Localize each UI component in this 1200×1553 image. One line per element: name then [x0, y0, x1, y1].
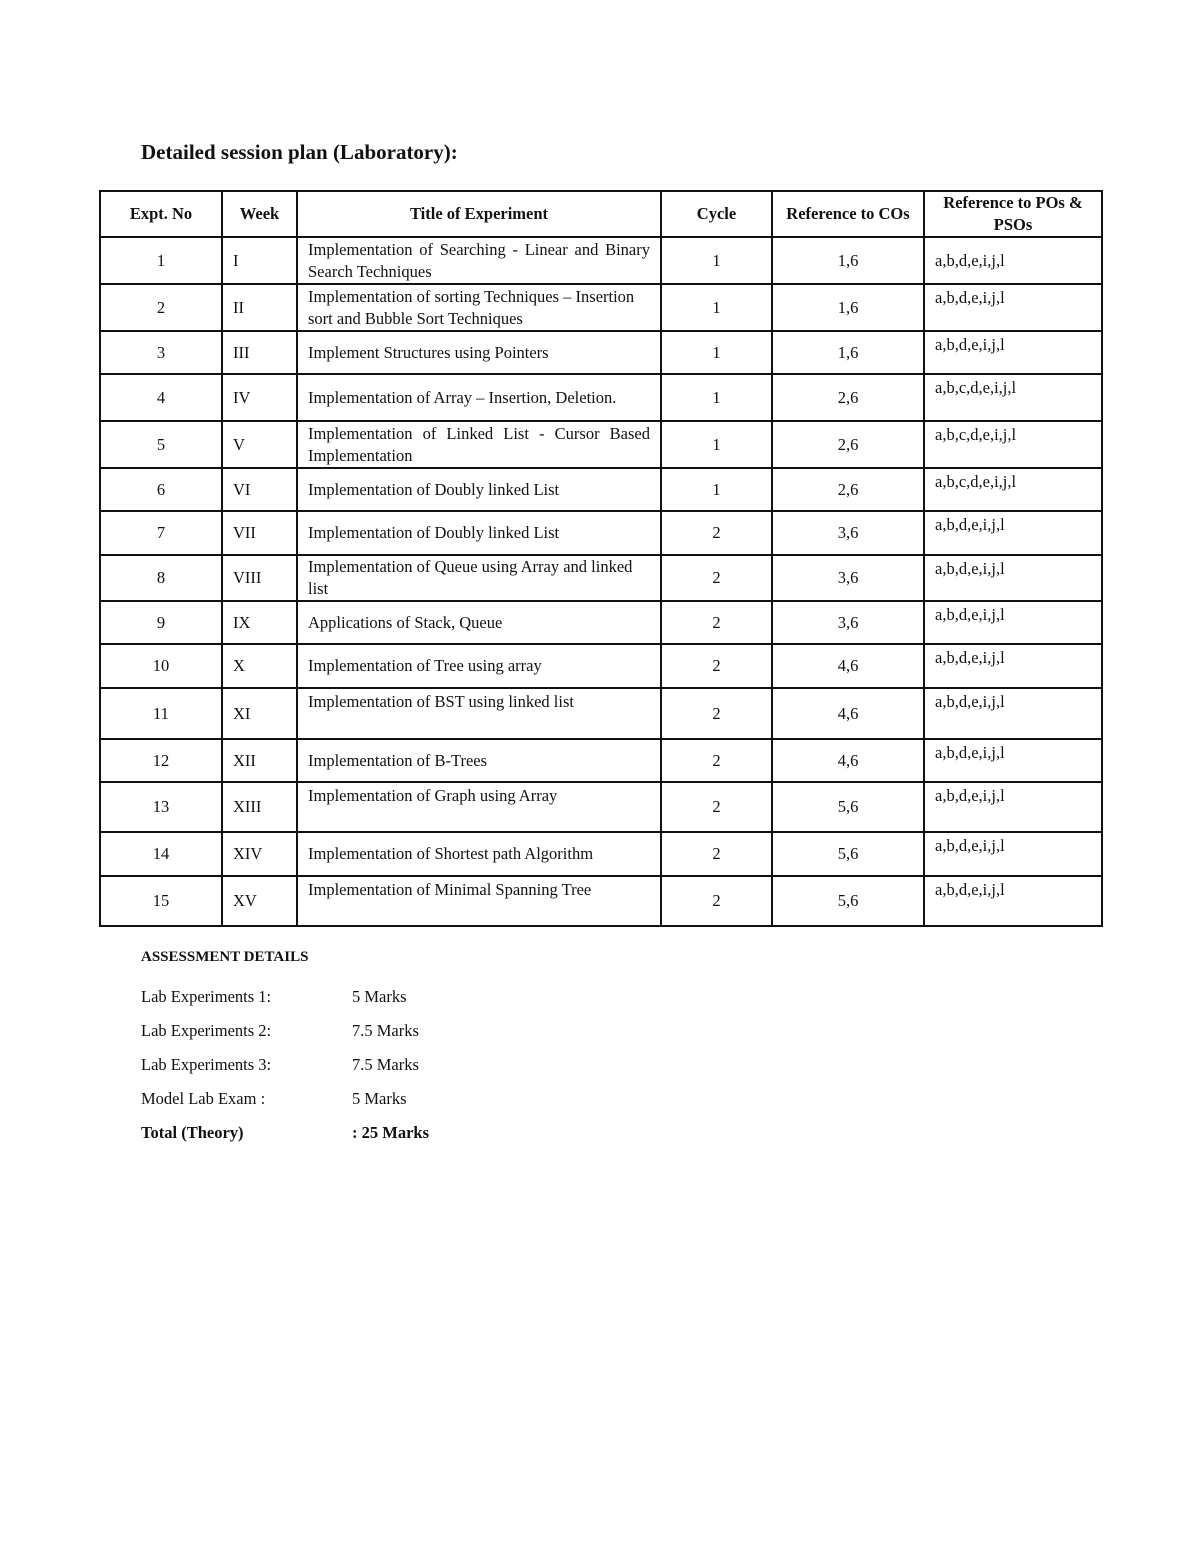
cell-title: Implementation of Searching - Linear and Binary Search Techniques [297, 237, 661, 284]
cell-ref-pos: a,b,d,e,i,j,l [924, 644, 1102, 688]
cell-title: Implementation of Linked List - Cursor Based Implementation [297, 421, 661, 468]
assessment-total [141, 1116, 429, 1150]
cell-cycle: 2 [661, 876, 772, 926]
header-cycle: Cycle [661, 191, 772, 237]
table-row [100, 555, 1102, 601]
cell-expt-no: 11 [100, 688, 222, 739]
page-title: Detailed session plan (Laboratory): [141, 140, 458, 164]
cell-expt-no: 8 [100, 555, 222, 601]
cell-title: Implementation of sorting Techniques – Insertion sort and Bubble Sort Techniques [297, 284, 661, 331]
cell-title: Implementation of Minimal Spanning Tree [297, 876, 661, 926]
cell-ref-cos: 1,6 [772, 237, 924, 284]
header-expt-no: Expt. No [100, 191, 222, 237]
table-header-row [100, 191, 1102, 237]
cell-title: Implementation of Queue using Array and linked list [297, 555, 661, 601]
cell-ref-pos: a,b,d,e,i,j,l [924, 331, 1102, 374]
cell-ref-cos: 1,6 [772, 331, 924, 374]
cell-ref-pos: a,b,c,d,e,i,j,l [924, 468, 1102, 511]
cell-title: Implementation of Graph using Array [297, 782, 661, 832]
cell-cycle: 2 [661, 832, 772, 876]
table-row [100, 644, 1102, 688]
assessment-item [141, 1048, 419, 1082]
cell-ref-cos: 4,6 [772, 688, 924, 739]
cell-title: Implement Structures using Pointers [297, 331, 661, 374]
cell-ref-pos: a,b,d,e,i,j,l [924, 782, 1102, 832]
assessment-value: 7.5 Marks [352, 1055, 419, 1074]
cell-title: Implementation of Doubly linked List [297, 468, 661, 511]
cell-cycle: 1 [661, 284, 772, 331]
assessment-value: 7.5 Marks [352, 1021, 419, 1040]
header-ref-cos: Reference to COs [772, 191, 924, 237]
table-row [100, 284, 1102, 331]
cell-ref-pos: a,b,c,d,e,i,j,l [924, 421, 1102, 468]
cell-title: Implementation of B-Trees [297, 739, 661, 782]
cell-cycle: 1 [661, 468, 772, 511]
assessment-value: 5 Marks [352, 1089, 407, 1108]
cell-title: Implementation of Array – Insertion, Deletion. [297, 374, 661, 421]
cell-cycle: 2 [661, 739, 772, 782]
assessment-item [141, 1014, 419, 1048]
cell-expt-no: 7 [100, 511, 222, 555]
cell-ref-pos: a,b,d,e,i,j,l [924, 832, 1102, 876]
cell-ref-pos: a,b,d,e,i,j,l [924, 555, 1102, 601]
assessment-label: Lab Experiments 2: [141, 1021, 272, 1040]
cell-week: VIII [222, 555, 297, 601]
cell-ref-pos: a,b,d,e,i,j,l [924, 601, 1102, 644]
cell-week: XII [222, 739, 297, 782]
cell-expt-no: 3 [100, 331, 222, 374]
cell-ref-cos: 2,6 [772, 468, 924, 511]
cell-cycle: 2 [661, 644, 772, 688]
table-row [100, 876, 1102, 926]
cell-ref-pos: a,b,d,e,i,j,l [924, 284, 1102, 331]
cell-ref-pos: a,b,d,e,i,j,l [924, 876, 1102, 926]
table-row [100, 421, 1102, 468]
table-row [100, 374, 1102, 421]
cell-week: X [222, 644, 297, 688]
assessment-label: Model Lab Exam : [141, 1089, 266, 1108]
cell-ref-cos: 4,6 [772, 739, 924, 782]
session-plan-table [99, 190, 1103, 927]
header-week: Week [222, 191, 297, 237]
table-row [100, 331, 1102, 374]
table-row [100, 601, 1102, 644]
assessment-section [141, 946, 429, 1150]
cell-expt-no: 9 [100, 601, 222, 644]
cell-week: XV [222, 876, 297, 926]
cell-title: Implementation of Shortest path Algorithm [297, 832, 661, 876]
cell-expt-no: 12 [100, 739, 222, 782]
table-row [100, 688, 1102, 739]
cell-expt-no: 1 [100, 237, 222, 284]
cell-title: Implementation of Tree using array [297, 644, 661, 688]
cell-ref-pos: a,b,d,e,i,j,l [924, 739, 1102, 782]
cell-cycle: 2 [661, 782, 772, 832]
cell-title: Implementation of BST using linked list [297, 688, 661, 739]
cell-ref-cos: 2,6 [772, 374, 924, 421]
table-row [100, 782, 1102, 832]
cell-week: VII [222, 511, 297, 555]
cell-expt-no: 14 [100, 832, 222, 876]
cell-expt-no: 4 [100, 374, 222, 421]
cell-week: XIII [222, 782, 297, 832]
cell-ref-cos: 2,6 [772, 421, 924, 468]
cell-ref-pos: a,b,c,d,e,i,j,l [924, 374, 1102, 421]
cell-cycle: 2 [661, 688, 772, 739]
cell-week: XI [222, 688, 297, 739]
cell-expt-no: 15 [100, 876, 222, 926]
cell-ref-pos: a,b,d,e,i,j,l [924, 237, 1102, 284]
assessment-item [141, 980, 407, 1014]
cell-expt-no: 10 [100, 644, 222, 688]
assessment-total-value: : 25 Marks [352, 1123, 429, 1142]
cell-cycle: 1 [661, 421, 772, 468]
cell-ref-pos: a,b,d,e,i,j,l [924, 688, 1102, 739]
cell-cycle: 1 [661, 374, 772, 421]
cell-expt-no: 2 [100, 284, 222, 331]
cell-week: III [222, 331, 297, 374]
assessment-item [141, 1082, 407, 1116]
cell-week: II [222, 284, 297, 331]
cell-week: VI [222, 468, 297, 511]
cell-expt-no: 6 [100, 468, 222, 511]
cell-ref-cos: 5,6 [772, 782, 924, 832]
cell-cycle: 1 [661, 331, 772, 374]
assessment-value: 5 Marks [352, 987, 407, 1006]
table-row [100, 832, 1102, 876]
cell-ref-cos: 5,6 [772, 876, 924, 926]
cell-week: V [222, 421, 297, 468]
header-title: Title of Experiment [297, 191, 661, 237]
cell-cycle: 2 [661, 601, 772, 644]
header-ref-pos: Reference to POs & PSOs [924, 191, 1102, 237]
cell-expt-no: 13 [100, 782, 222, 832]
assessment-total-label: Total (Theory) [141, 1123, 244, 1142]
cell-week: I [222, 237, 297, 284]
cell-ref-cos: 4,6 [772, 644, 924, 688]
cell-ref-cos: 5,6 [772, 832, 924, 876]
cell-week: XIV [222, 832, 297, 876]
table-row [100, 739, 1102, 782]
cell-cycle: 2 [661, 511, 772, 555]
cell-cycle: 1 [661, 237, 772, 284]
assessment-title: ASSESSMENT DETAILS [141, 949, 309, 965]
cell-ref-pos: a,b,d,e,i,j,l [924, 511, 1102, 555]
cell-week: IX [222, 601, 297, 644]
cell-ref-cos: 3,6 [772, 601, 924, 644]
assessment-label: Lab Experiments 3: [141, 1055, 272, 1074]
assessment-label: Lab Experiments 1: [141, 987, 272, 1006]
cell-ref-cos: 1,6 [772, 284, 924, 331]
table-row [100, 237, 1102, 284]
cell-week: IV [222, 374, 297, 421]
cell-title: Implementation of Doubly linked List [297, 511, 661, 555]
cell-ref-cos: 3,6 [772, 555, 924, 601]
cell-cycle: 2 [661, 555, 772, 601]
cell-expt-no: 5 [100, 421, 222, 468]
cell-ref-cos: 3,6 [772, 511, 924, 555]
table-row [100, 511, 1102, 555]
cell-title: Applications of Stack, Queue [297, 601, 661, 644]
table-row [100, 468, 1102, 511]
